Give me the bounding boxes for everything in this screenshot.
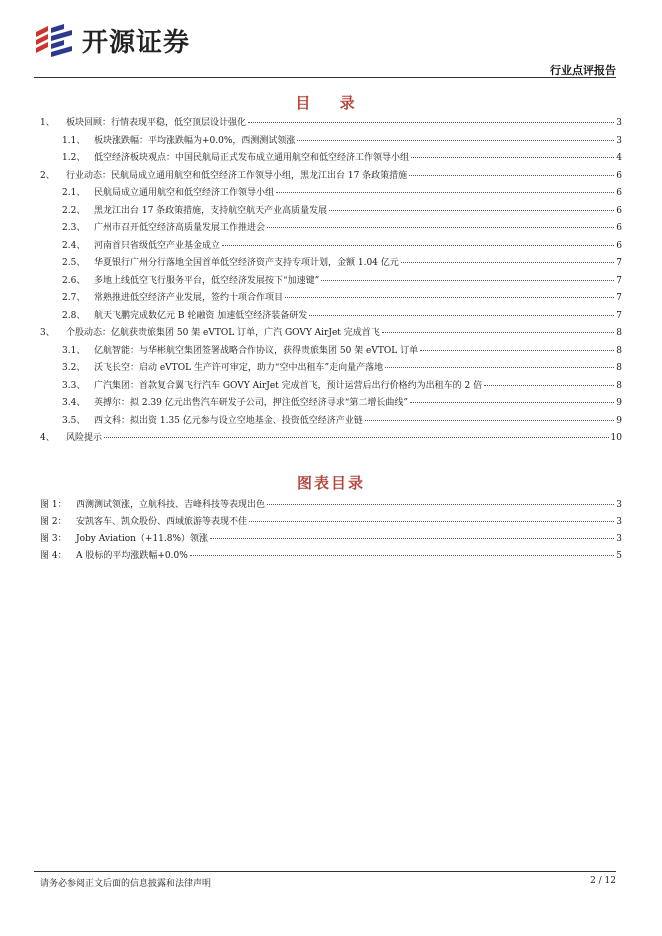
toc-entry-page: 7 bbox=[616, 258, 622, 268]
toc-entry[interactable] bbox=[40, 203, 622, 221]
toc-entry-page: 3 bbox=[616, 118, 622, 128]
toc-entry-page: 4 bbox=[616, 153, 622, 163]
figure-entry-number: 图 2： bbox=[40, 517, 67, 527]
dot-leader bbox=[210, 538, 614, 539]
toc-entry-number: 4、 bbox=[40, 433, 55, 443]
toc-entry[interactable] bbox=[40, 115, 622, 133]
toc-entry-page: 7 bbox=[616, 293, 622, 303]
toc-entry[interactable] bbox=[40, 308, 622, 326]
toc-entry-page: 8 bbox=[616, 328, 622, 338]
toc-entry[interactable] bbox=[40, 185, 622, 203]
dot-leader bbox=[267, 227, 614, 228]
toc-entry[interactable] bbox=[40, 430, 622, 448]
toc-entry-page: 3 bbox=[616, 135, 622, 146]
toc-entry[interactable] bbox=[40, 343, 622, 361]
toc-entry-label: 个股动态：亿航获贵旅集团 50 架 eVTOL 订单，广汽 GOVY AirJet 完成首飞 bbox=[66, 328, 380, 338]
dot-leader bbox=[321, 280, 614, 281]
figure-entry-page: 3 bbox=[616, 500, 622, 510]
kaiyuan-logo-icon bbox=[34, 24, 74, 58]
figure-entry[interactable] bbox=[40, 514, 622, 531]
toc-entry-label: 风险提示 bbox=[66, 433, 103, 443]
toc-entry-number: 2.7、 bbox=[62, 293, 86, 303]
toc-entry-page: 9 bbox=[616, 415, 622, 426]
toc-entry[interactable] bbox=[40, 133, 622, 151]
toc-entry-page: 7 bbox=[616, 310, 622, 321]
figure-entry[interactable] bbox=[40, 548, 622, 565]
dot-leader bbox=[249, 521, 614, 522]
toc-entry-number: 2.5、 bbox=[62, 258, 86, 268]
toc-entry-number: 1.1、 bbox=[62, 135, 86, 146]
footer-disclaimer: 请务必参阅正文后面的信息披露和法律声明 bbox=[40, 879, 212, 889]
page-indicator: 2 / 12 bbox=[590, 876, 616, 886]
figure-entry-label: A 股标的平均涨跌幅+0.0% bbox=[76, 551, 188, 561]
brand-logo bbox=[34, 22, 190, 59]
dot-leader bbox=[190, 555, 614, 556]
toc-entry-label: 亿航智能：与华彬航空集团签署战略合作协议，获得贵旅集团 50 架 eVTOL 订单 bbox=[94, 345, 419, 356]
figure-entry-number: 图 1： bbox=[40, 500, 67, 510]
toc-entry[interactable] bbox=[40, 220, 622, 238]
dot-leader bbox=[385, 367, 614, 368]
toc-entry-label: 民航局成立通用航空和低空经济工作领导小组 bbox=[94, 188, 275, 198]
toc-entry[interactable] bbox=[40, 273, 622, 291]
figure-entry-page: 3 bbox=[616, 517, 622, 527]
toc-entry-label: 广汽集团：首款复合翼飞行汽车 GOVY AirJet 完成首飞，预计运营后出行价格约为出租车的 2 倍 bbox=[94, 380, 483, 391]
toc-entry-page: 6 bbox=[616, 188, 622, 198]
dot-leader bbox=[222, 245, 614, 246]
toc-entry[interactable] bbox=[40, 325, 622, 343]
toc-entry[interactable] bbox=[40, 378, 622, 396]
toc-entry-number: 1、 bbox=[40, 118, 55, 128]
toc-entry[interactable] bbox=[40, 255, 622, 273]
figure-entry-page: 3 bbox=[616, 534, 622, 544]
toc-entry-page: 6 bbox=[616, 170, 622, 181]
dot-leader bbox=[267, 504, 614, 505]
toc-entry-label: 常熟推进低空经济产业发展，签约十项合作项目 bbox=[94, 293, 284, 303]
toc-entry-label: 低空经济板块观点：中国民航局正式发布成立通用航空和低空经济工作领导小组 bbox=[94, 153, 410, 163]
toc-entry-page: 8 bbox=[616, 380, 622, 391]
brand-name: 开源证券 bbox=[82, 28, 191, 58]
toc-entry-label: 航天飞鹏完成数亿元 B 轮融资 加速低空经济装备研发 bbox=[94, 310, 308, 321]
toc-entry-label: 黑龙江出台 17 条政策措施，支持航空航天产业高质量发展 bbox=[94, 205, 328, 216]
toc-entry[interactable] bbox=[40, 413, 622, 431]
toc-entry-number: 3.4、 bbox=[62, 398, 86, 408]
dot-leader bbox=[409, 175, 614, 176]
toc-entry-label: 华夏银行广州分行落地全国首单低空经济资产支持专项计划，金额 1.04 亿元 bbox=[94, 258, 399, 268]
dot-leader bbox=[297, 140, 614, 141]
toc-entry-label: 英搏尔：拟 2.39 亿元出售汽车研发子公司，押注低空经济寻求“第二增长曲线” bbox=[94, 398, 408, 408]
dot-leader bbox=[410, 402, 614, 403]
toc-entry-number: 3、 bbox=[40, 328, 55, 338]
toc-entry-label: 河南首只省级低空产业基金成立 bbox=[94, 240, 221, 251]
toc-entry[interactable] bbox=[40, 150, 622, 168]
toc-entry-page: 10 bbox=[610, 433, 622, 443]
figures-list bbox=[40, 497, 622, 565]
toc-entry-page: 8 bbox=[616, 345, 622, 356]
toc-entry-label: 板块回顾：行情表现平稳，低空顶层设计强化 bbox=[66, 118, 247, 128]
toc-entry-number: 3.1、 bbox=[62, 345, 86, 356]
header-divider bbox=[34, 77, 616, 78]
dot-leader bbox=[382, 332, 615, 333]
figure-entry[interactable] bbox=[40, 497, 622, 514]
toc-entry[interactable] bbox=[40, 395, 622, 413]
toc-entry-page: 7 bbox=[616, 275, 622, 286]
toc-entry-label: 板块涨跌幅：平均涨跌幅为+0.0%，西测测试领涨 bbox=[94, 135, 296, 146]
figures-title: 图表目录 bbox=[296, 474, 365, 492]
dot-leader bbox=[329, 210, 614, 211]
toc-entry-number: 3.2、 bbox=[62, 363, 86, 373]
figure-entry[interactable] bbox=[40, 531, 622, 548]
toc-entry[interactable] bbox=[40, 290, 622, 308]
toc-entry-number: 2.4、 bbox=[62, 240, 86, 251]
figure-entry-label: 西测测试领涨，立航科技、吉峰科技等表现出色 bbox=[76, 500, 266, 510]
toc-title: 目 录 bbox=[295, 94, 367, 112]
dot-leader bbox=[484, 385, 614, 386]
toc-entry-number: 3.3、 bbox=[62, 380, 86, 391]
dot-leader bbox=[248, 122, 614, 123]
figure-entry-number: 图 4： bbox=[40, 551, 67, 561]
dot-leader bbox=[401, 262, 615, 263]
toc-entry-page: 6 bbox=[616, 205, 622, 216]
toc-entry-number: 3.5、 bbox=[62, 415, 86, 426]
toc-entry[interactable] bbox=[40, 238, 622, 256]
toc-entry-number: 2.2、 bbox=[62, 205, 86, 216]
figure-entry-number: 图 3： bbox=[40, 534, 67, 544]
toc-entry[interactable] bbox=[40, 168, 622, 186]
toc-entry-number: 2、 bbox=[40, 170, 55, 181]
dot-leader bbox=[285, 297, 614, 298]
toc-entry-page: 6 bbox=[616, 240, 622, 251]
toc-entry[interactable] bbox=[40, 360, 622, 378]
toc-entry-page: 6 bbox=[616, 223, 622, 233]
toc-entry-number: 1.2、 bbox=[62, 153, 86, 163]
toc-entry-label: 行业动态：民航局成立通用航空和低空经济工作领导小组，黑龙江出台 17 条政策措施 bbox=[66, 170, 408, 181]
toc-entry-label: 沃飞长空：启动 eVTOL 生产许可审定，助力“空中出租车”走向量产落地 bbox=[94, 363, 384, 373]
report-type: 行业点评报告 bbox=[550, 64, 616, 77]
dot-leader bbox=[104, 437, 609, 438]
figure-entry-page: 5 bbox=[616, 551, 622, 561]
footer-divider bbox=[34, 871, 616, 872]
toc-list bbox=[40, 115, 622, 448]
dot-leader bbox=[276, 192, 614, 193]
toc-entry-number: 2.8、 bbox=[62, 310, 86, 321]
toc-entry-page: 9 bbox=[616, 398, 622, 408]
toc-entry-label: 多地上线低空飞行服务平台，低空经济发展按下“加速键” bbox=[94, 275, 320, 286]
toc-entry-label: 广州市召开低空经济高质量发展工作推进会 bbox=[94, 223, 266, 233]
dot-leader bbox=[309, 315, 614, 316]
toc-entry-number: 2.6、 bbox=[62, 275, 86, 286]
toc-entry-number: 2.3、 bbox=[62, 223, 86, 233]
dot-leader bbox=[420, 350, 614, 351]
toc-entry-page: 8 bbox=[616, 363, 622, 373]
figure-entry-label: 安凯客车、凯众股份、西域旅游等表现不佳 bbox=[76, 517, 248, 527]
toc-entry-number: 2.1、 bbox=[62, 188, 86, 198]
dot-leader bbox=[411, 157, 614, 158]
figure-entry-label: Joby Aviation（+11.8%）领涨 bbox=[76, 534, 209, 544]
dot-leader bbox=[365, 420, 615, 421]
toc-entry-label: 西文科：拟出资 1.35 亿元参与设立空地基金、投资低空经济产业链 bbox=[94, 415, 363, 426]
